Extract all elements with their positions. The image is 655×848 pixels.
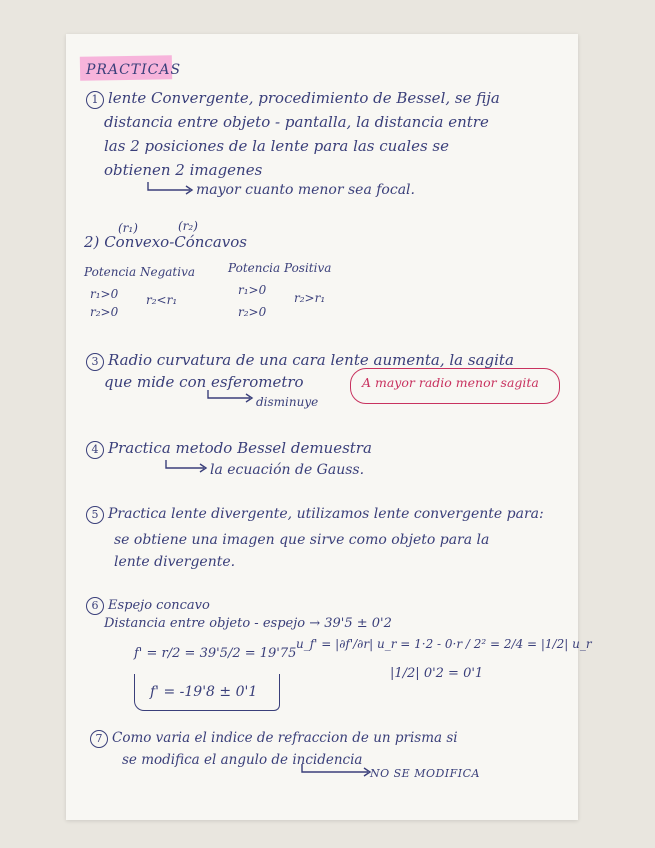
q4-number: 4: [86, 441, 104, 459]
q6-number: 6: [86, 597, 104, 615]
q4-line-1: [86, 438, 372, 459]
q2-number: 2): [84, 233, 100, 251]
q2-col2-a: r₁>0: [238, 283, 267, 297]
q1-line-4: obtienen 2 imagenes: [104, 161, 263, 179]
q2-sup-r2: (r₂): [178, 219, 198, 233]
q6-line-1: [86, 596, 210, 616]
q3-number: 3: [86, 353, 104, 371]
q1-text-1: lente Convergente, procedimiento de Bessel, se fija: [108, 89, 500, 107]
q2-col1-a: r₁>0: [90, 287, 119, 301]
q1-arrow-note: mayor cuanto menor sea focal.: [196, 182, 415, 198]
q5-line-2: se obtiene una imagen que sirve como objeto para la: [114, 532, 490, 548]
q2-col2-title: Potencia Positiva: [228, 261, 332, 275]
q2-line-1: [84, 232, 247, 252]
q7-arrow-note: NO SE MODIFICA: [370, 767, 480, 780]
q3-text-1: Radio curvatura de una cara lente aumenta, la sagita: [108, 351, 514, 369]
q7-arrow-icon: [300, 762, 380, 778]
q2-title: Convexo-Cóncavos: [104, 233, 247, 251]
q6-eq-focal: f' = r/2 = 39'5/2 = 19'75: [134, 646, 297, 661]
q1-number: 1: [86, 91, 104, 109]
q3-callout-text: A mayor radio menor sagita: [362, 375, 539, 390]
q5-number: 5: [86, 506, 104, 524]
q3-arrow-note: disminuye: [256, 395, 319, 409]
q4-arrow-icon: [164, 458, 214, 474]
q3-arrow-icon: [206, 388, 256, 404]
q4-text-1: Practica metodo Bessel demuestra: [108, 439, 372, 457]
q1-line-2: distancia entre objeto - pantalla, la distancia entre: [104, 113, 489, 131]
q6-eq-uncertainty: u_f' = |∂f'/∂r| u_r = 1·2 - 0·r / 2² = 2/4 = |1/2| u_r: [296, 637, 592, 651]
q4-arrow-note: la ecuación de Gauss.: [210, 462, 365, 478]
q1-arrow-icon: [146, 180, 196, 196]
q1-line-1: [86, 88, 500, 109]
q5-text-1: Practica lente divergente, utilizamos lente convergente para:: [108, 506, 544, 522]
q6-eq-result-partial: |1/2| 0'2 = 0'1: [390, 666, 484, 681]
q7-number: 7: [90, 730, 108, 748]
q2-sup-r1: (r₁): [118, 221, 138, 235]
q1-line-3: las 2 posiciones de la lente para las cuales se: [104, 137, 449, 155]
q6-line-2: Distancia entre objeto - espejo → 39'5 ± 0'2: [104, 616, 392, 631]
q2-col2-b: r₂>0: [238, 305, 267, 319]
q7-line-2: se modifica el angulo de incidencia: [122, 752, 363, 768]
q2-col1-b: r₂>0: [90, 305, 119, 319]
q3-line-2: que mide con esferometro: [104, 373, 304, 391]
q5-line-3: lente divergente.: [114, 554, 236, 570]
page-title: PRACTICAS: [86, 62, 182, 78]
q6-text-1: Espejo concavo: [108, 598, 210, 613]
q7-line-1: [90, 728, 458, 748]
q6-result: f' = -19'8 ± 0'1: [150, 684, 258, 700]
q2-col2-c: r₂>r₁: [294, 291, 326, 305]
q5-line-1: [86, 504, 544, 524]
q2-col1-c: r₂<r₁: [146, 293, 178, 307]
q2-col1-title: Potencia Negativa: [84, 265, 196, 279]
q7-text-1: Como varia el indice de refraccion de un prisma si: [112, 730, 458, 746]
